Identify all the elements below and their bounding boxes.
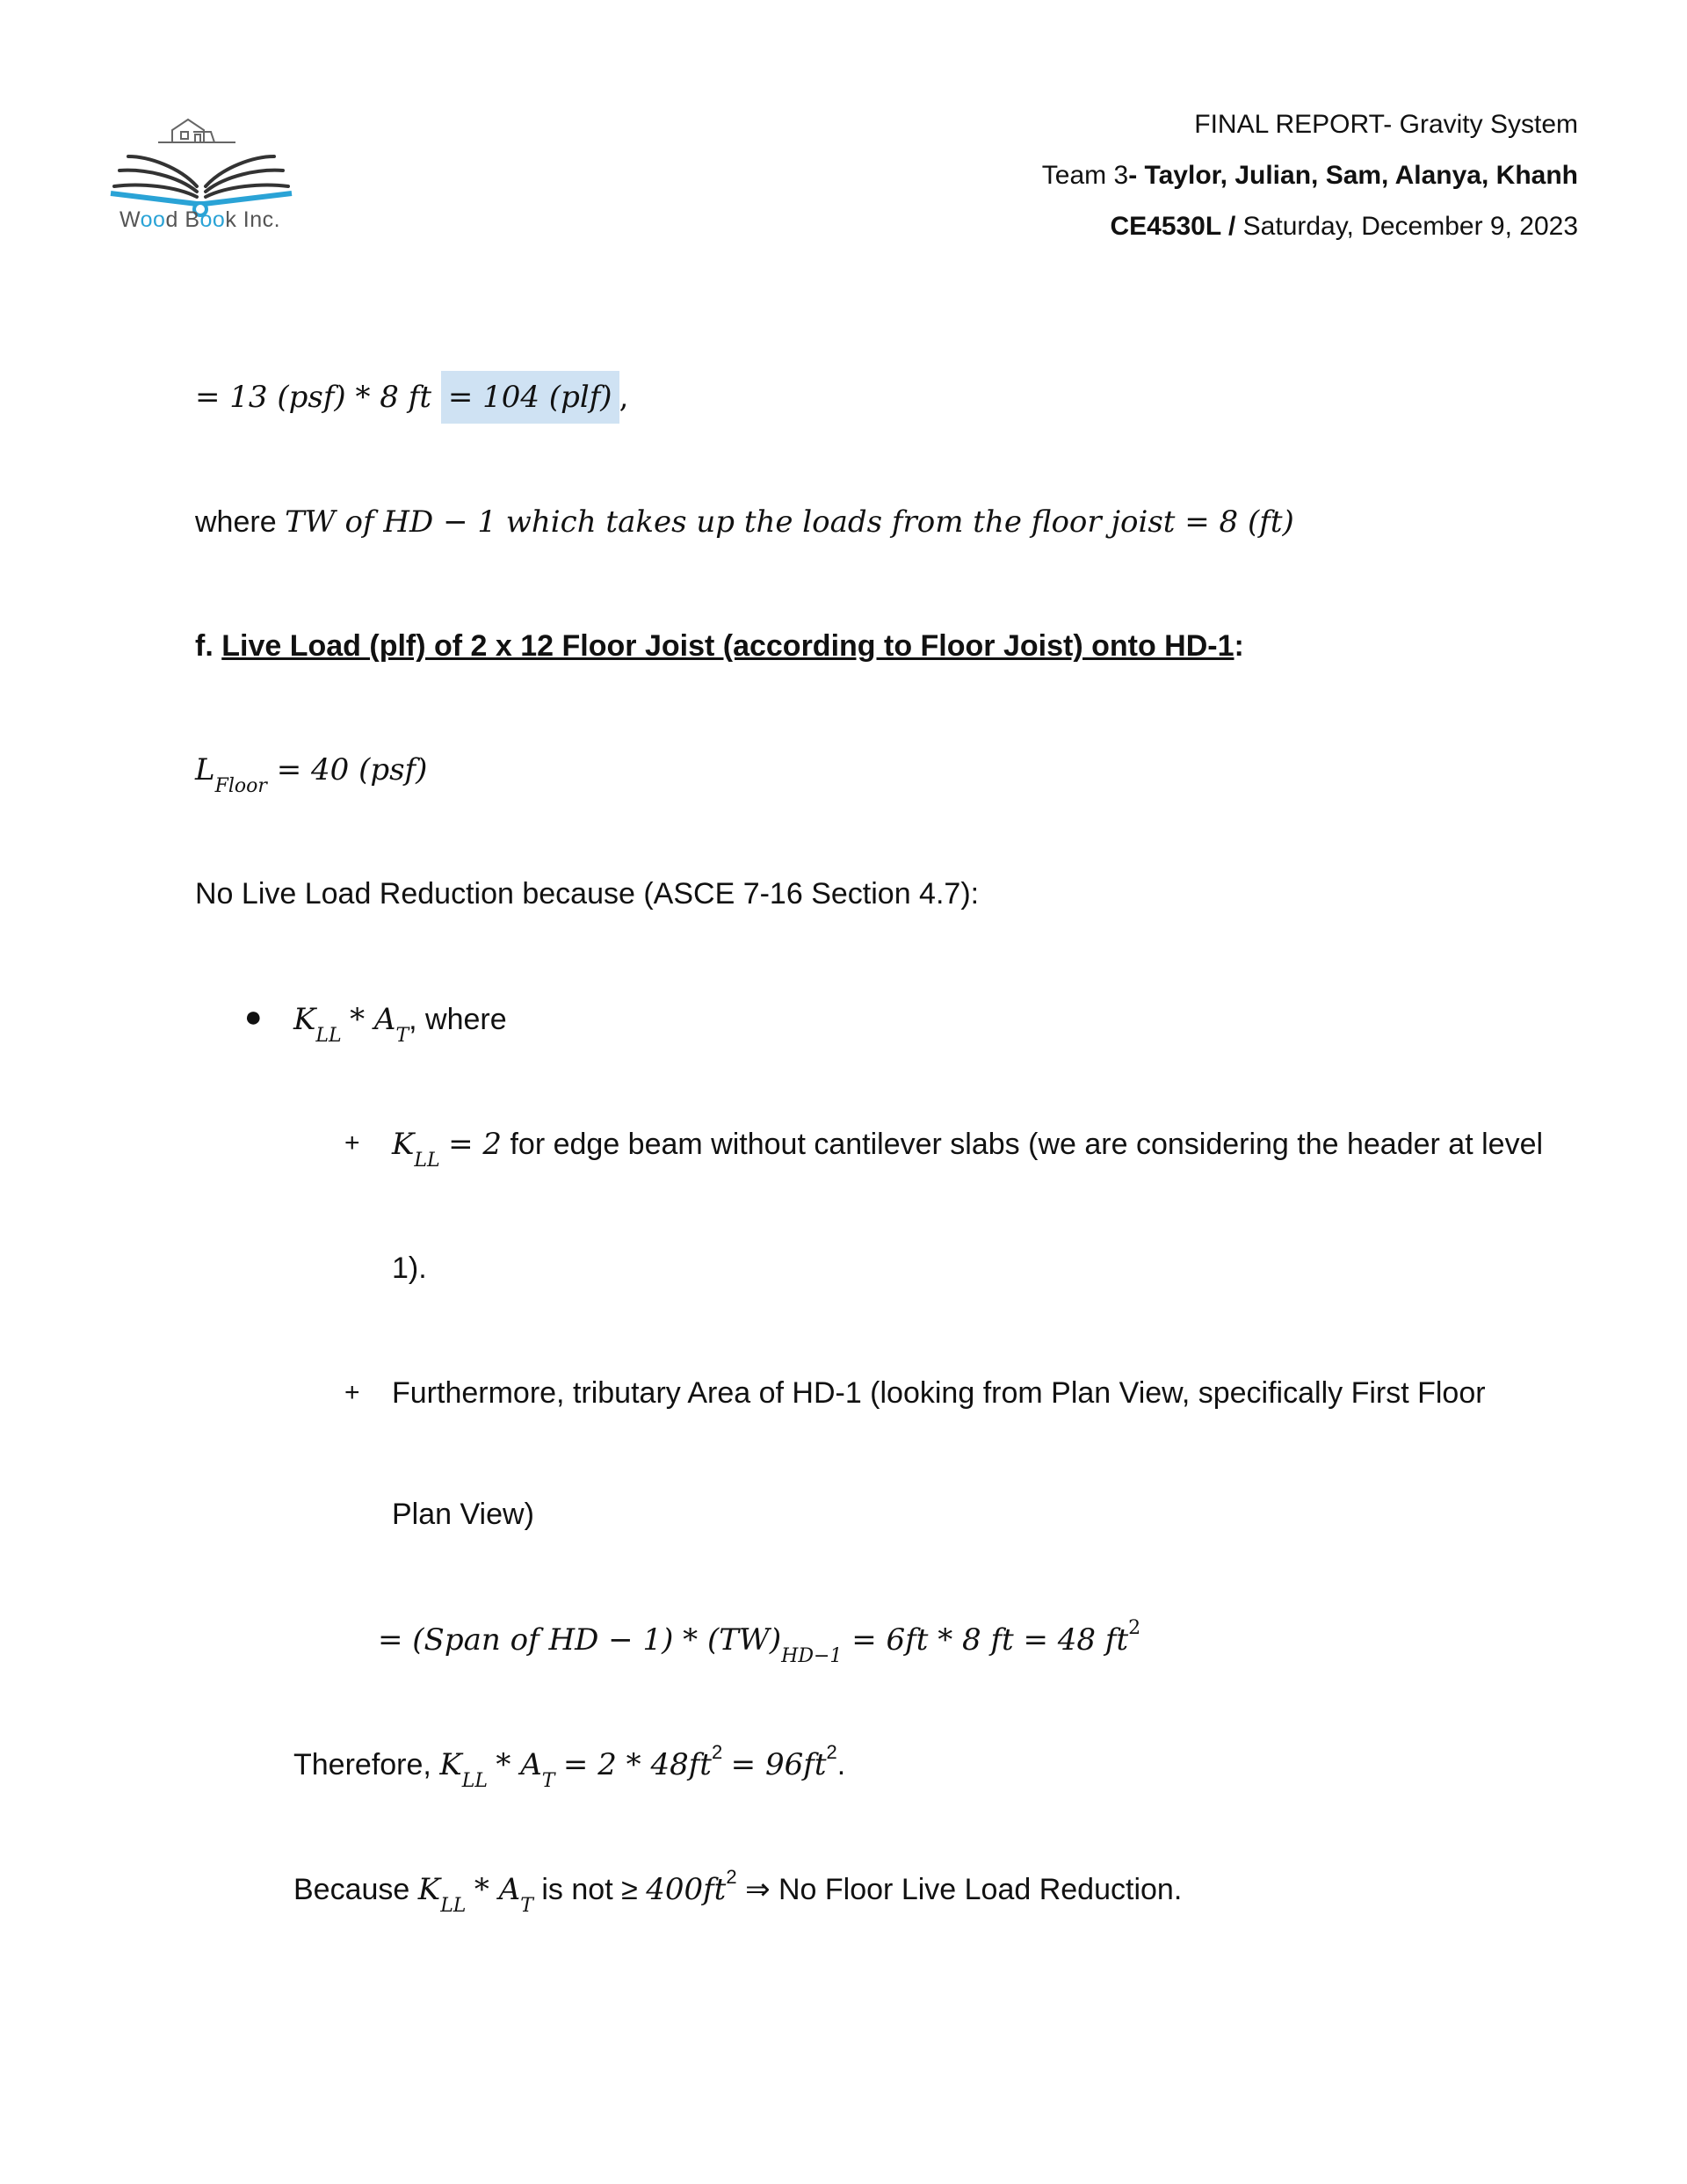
course-code: CE4530L /	[1110, 212, 1236, 241]
section-title: Live Load (plf) of 2 x 12 Floor Joist (according to Floor Joist) onto HD-1	[221, 629, 1234, 663]
therefore-a-sub: T	[541, 1770, 555, 1792]
course-date-line	[1110, 209, 1578, 244]
bullet-where: , where	[409, 1003, 507, 1036]
therefore-a: * A	[496, 1747, 542, 1782]
kll-line	[392, 1127, 1544, 1172]
bullet-kll-at	[293, 1002, 507, 1047]
therefore-sup2: 2	[826, 1741, 837, 1763]
trib-eq-superscript: 2	[1128, 1617, 1141, 1639]
because-line	[293, 1866, 1183, 1917]
because-value: 400ft	[646, 1872, 727, 1907]
trib-eq-subscript: HD−1	[781, 1645, 843, 1667]
because-a-sub: T	[520, 1895, 533, 1917]
because-not: is not ≥	[541, 1873, 638, 1906]
k-symbol: K	[293, 1002, 316, 1037]
plus-marker-2: +	[344, 1378, 360, 1407]
k-subscript: LL	[315, 1025, 342, 1047]
because-a: * A	[474, 1872, 521, 1907]
therefore-k: K	[439, 1747, 462, 1782]
therefore-end: .	[836, 1748, 846, 1781]
bullet-dot: ●	[244, 1000, 263, 1034]
where-label: where	[195, 505, 277, 539]
kll-symbol: K	[392, 1127, 415, 1162]
kll-subscript: LL	[414, 1150, 440, 1172]
eq1-highlight: = 104 (plf)	[441, 371, 619, 424]
section-prefix: f.	[195, 629, 214, 663]
a-symbol: * A	[350, 1002, 396, 1037]
kll-equals: = 2	[448, 1127, 503, 1162]
tributary-area-equation	[378, 1617, 1141, 1667]
l-floor-equation	[195, 752, 428, 797]
where-line	[195, 504, 1294, 540]
because-label: Because	[293, 1873, 410, 1906]
because-k: K	[417, 1872, 441, 1907]
therefore-sup1: 2	[711, 1741, 723, 1763]
therefore-label: Therefore,	[293, 1748, 431, 1781]
plus-marker-1: +	[344, 1128, 360, 1157]
team-label: Team 3	[1041, 161, 1129, 190]
report-title: FINAL REPORT- Gravity System	[1194, 110, 1578, 139]
tributary-line: Furthermore, tributary Area of HD-1 (looking from Plan View, specifically First Floor	[392, 1376, 1486, 1410]
therefore-eq2: = 96ft	[730, 1747, 827, 1782]
no-reduction-line: No Live Load Reduction because (ASCE 7-16 Section 4.7):	[195, 877, 980, 911]
where-equation: TW of HD − 1 which takes up the loads from the floor joist = 8 (ft)	[285, 504, 1294, 540]
section-colon: :	[1234, 629, 1244, 663]
because-result: ⇒ No Floor Live Load Reduction.	[745, 1873, 1183, 1906]
logo-text: Wood Book Inc.	[119, 207, 281, 232]
tributary-continuation: Plan View)	[392, 1498, 534, 1531]
eq1-left: = 13 (psf) * 8 ft	[195, 380, 431, 415]
therefore-eq1: = 2 * 48ft	[562, 1747, 712, 1782]
section-heading	[195, 629, 1244, 664]
therefore-k-sub: LL	[461, 1770, 488, 1792]
team-members: - Taylor, Julian, Sam, Alanya, Khanh	[1128, 161, 1578, 190]
report-date: Saturday, December 9, 2023	[1242, 212, 1578, 241]
a-subscript: T	[395, 1025, 409, 1047]
l-floor-symbol: L	[195, 752, 215, 787]
l-floor-subscript: Floor	[214, 775, 267, 797]
kll-continuation: 1).	[392, 1252, 427, 1285]
trib-eq-left: = (Span of HD − 1) * (TW)	[378, 1622, 782, 1658]
trib-eq-right: = 6ft * 8 ft = 48 ft	[851, 1622, 1129, 1658]
equation-dead-load-plf	[195, 380, 628, 415]
because-sup: 2	[726, 1866, 737, 1888]
kll-text: for edge beam without cantilever slabs (we are considering the header at level	[510, 1128, 1544, 1161]
because-k-sub: LL	[440, 1895, 467, 1917]
l-floor-value: = 40 (psf)	[276, 752, 428, 787]
team-line	[1042, 158, 1578, 193]
eq1-end: ,	[619, 380, 629, 415]
therefore-line	[293, 1741, 846, 1792]
